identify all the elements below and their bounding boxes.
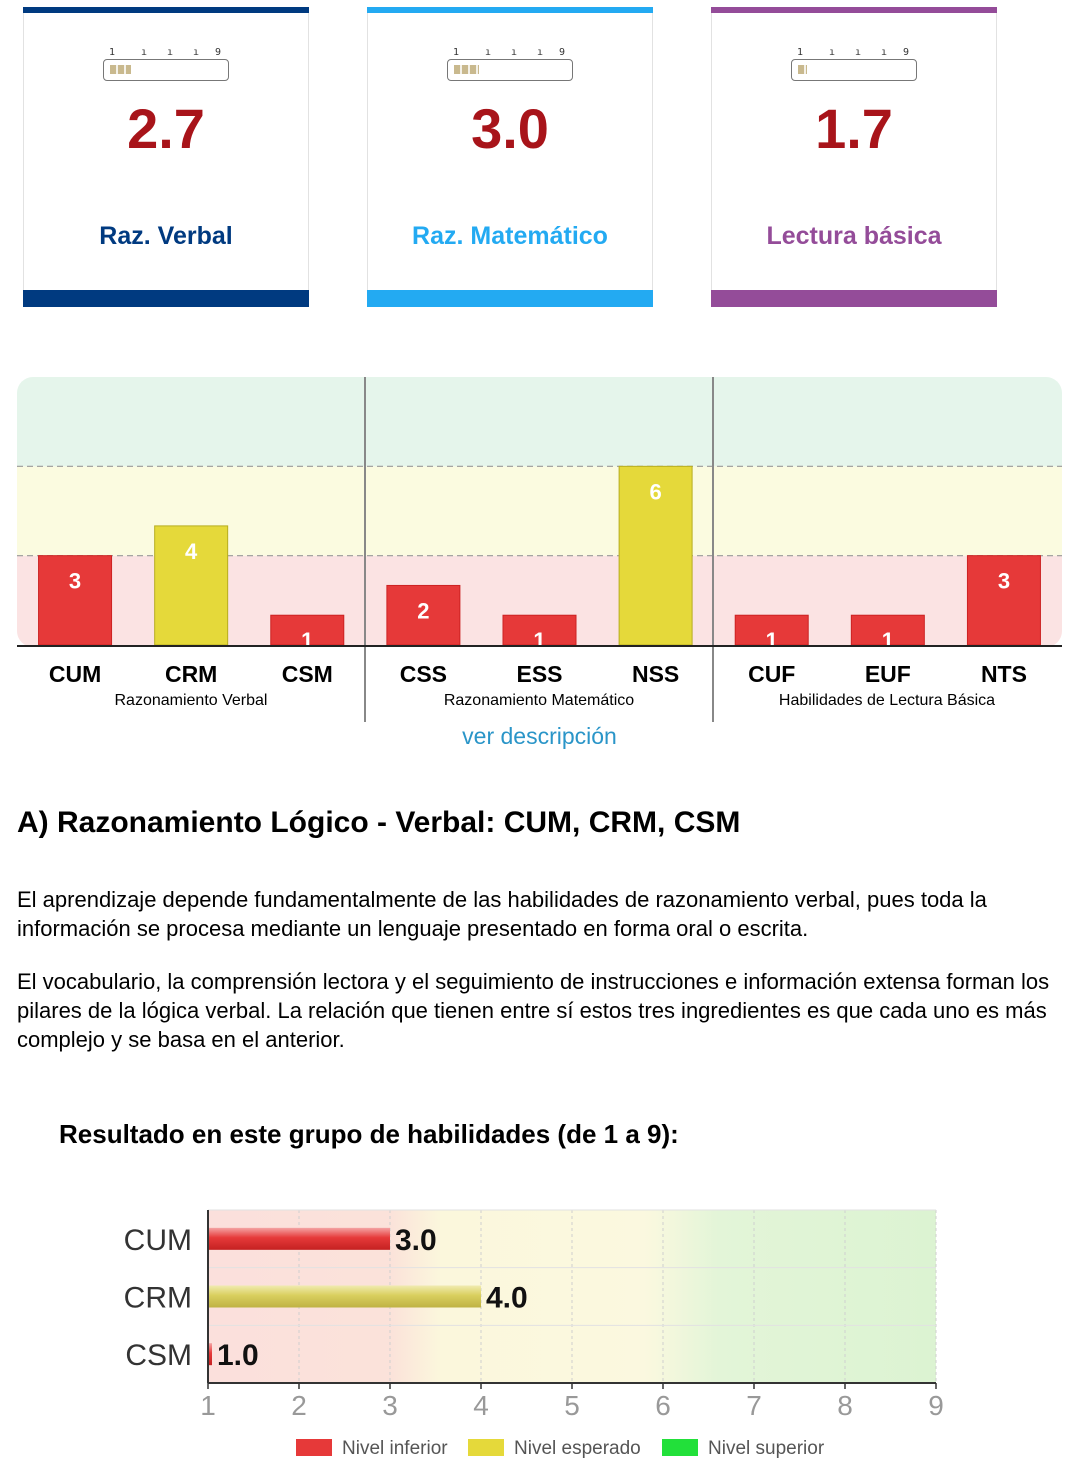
x-tick-label: CSS xyxy=(399,661,448,687)
hbar-x-tick-label: 5 xyxy=(564,1390,580,1420)
gauge-tick: ı xyxy=(141,47,148,58)
x-tick-label: CRM xyxy=(164,661,218,687)
card-top-bar xyxy=(367,7,653,13)
legend-swatch-esperado xyxy=(468,1439,504,1456)
gauge-fill xyxy=(798,65,807,74)
x-tick-label: CSM xyxy=(281,661,333,687)
result-chart-title: Resultado en este grupo de habilidades (de 1 a 9): xyxy=(59,1119,679,1149)
hbar-x-tick-label: 6 xyxy=(655,1390,671,1420)
gauge-tick: ı xyxy=(855,47,862,58)
bar-value-label: 2 xyxy=(417,598,430,624)
legend-item-inferior xyxy=(296,1436,448,1462)
hbar-x-tick-label: 2 xyxy=(291,1390,307,1420)
gauge-max-label: 9 xyxy=(903,47,910,58)
gauge-tick: ı xyxy=(193,47,200,58)
hbar-x-tick-label: 7 xyxy=(746,1390,762,1420)
score-card-2 xyxy=(367,7,653,307)
gauge-tick: ı xyxy=(511,47,518,58)
x-tick-label: CUM xyxy=(48,661,102,687)
score-value: 3.0 xyxy=(471,97,549,160)
gauge-min-label: 1 xyxy=(109,47,116,58)
card-top-bar xyxy=(23,7,309,13)
legend-label-inferior: Nivel inferior xyxy=(342,1438,448,1459)
gauge-tick: ı xyxy=(167,47,174,58)
score-card-3 xyxy=(711,7,997,307)
subtest-bar-chart xyxy=(17,377,1062,747)
card-bottom-bar xyxy=(23,290,309,307)
score-label: Raz. Matemático xyxy=(412,222,608,250)
gauge-tick: ı xyxy=(537,47,544,58)
score-label: Raz. Verbal xyxy=(99,222,233,250)
group-label: Razonamiento Matemático xyxy=(443,692,635,709)
card-bottom-bar xyxy=(367,290,653,307)
legend-label-superior: Nivel superior xyxy=(708,1438,825,1459)
hbar-x-tick-label: 3 xyxy=(382,1390,398,1420)
score-card-1 xyxy=(23,7,309,307)
score-gauge xyxy=(447,47,573,83)
bar-value-label: 3 xyxy=(68,568,82,594)
hbar-x-tick-label: 4 xyxy=(473,1390,489,1420)
hbar-category-label: CRM xyxy=(123,1281,192,1315)
gauge-fill xyxy=(110,65,131,74)
legend-item-superior xyxy=(662,1436,824,1462)
gauge-tick: ı xyxy=(881,47,888,58)
group-label: Razonamiento Verbal xyxy=(114,692,268,709)
card-top-bar xyxy=(711,7,997,13)
legend-label-esperado: Nivel esperado xyxy=(514,1438,641,1459)
gauge-fill xyxy=(454,65,479,74)
bar-value-label: 1 xyxy=(533,628,546,654)
bar-value-label: 1 xyxy=(881,628,894,654)
legend-swatch-inferior xyxy=(296,1439,332,1456)
gauge-min-label: 1 xyxy=(797,47,804,58)
hbar-CUM xyxy=(208,1228,390,1250)
gauge-max-label: 9 xyxy=(559,47,566,58)
hbar-x-tick-label: 8 xyxy=(837,1390,853,1420)
gauge-track xyxy=(791,59,917,81)
card-bottom-bar xyxy=(711,290,997,307)
score-label: Lectura básica xyxy=(766,222,942,250)
hbar-x-tick-label: 9 xyxy=(928,1390,944,1420)
bar-value-label: 1 xyxy=(301,628,314,654)
x-tick-label: NSS xyxy=(631,661,680,687)
section-paragraph-2: El vocabulario, la comprensión lectora y el seguimiento de instrucciones e información extensa forman los pilares de la lógica verbal. La relación que tienen entre sí estos tres ingredientes es que cada uno es más complejo y se basa en el anterior. xyxy=(17,969,1050,1052)
score-value: 1.7 xyxy=(815,97,893,160)
x-tick-label: NTS xyxy=(980,661,1027,687)
hbar-value-label: 1.0 xyxy=(217,1339,259,1373)
gauge-track xyxy=(103,59,229,81)
gauge-tick: ı xyxy=(829,47,836,58)
x-tick-label: EUF xyxy=(864,661,911,687)
legend-swatch-superior xyxy=(662,1439,698,1456)
x-tick-label: ESS xyxy=(516,661,563,687)
hbar-x-tick-label: 1 xyxy=(200,1390,216,1420)
hbar-value-label: 4.0 xyxy=(486,1281,528,1315)
legend-item-esperado xyxy=(468,1436,641,1462)
hbar-CRM xyxy=(208,1286,481,1308)
section-paragraph-1: El aprendizaje depende fundamentalmente de las habilidades de razonamiento verbal, pues toda la información se procesa mediante un lenguaje presentado en forma oral o escrita. xyxy=(17,887,987,941)
gauge-max-label: 9 xyxy=(215,47,222,58)
bar-value-label: 6 xyxy=(649,479,662,505)
hbar-category-label: CUM xyxy=(123,1223,192,1257)
gauge-min-label: 1 xyxy=(453,47,460,58)
gauge-tick: ı xyxy=(485,47,492,58)
bar-value-label: 4 xyxy=(185,538,198,564)
gauge-track xyxy=(447,59,573,81)
hbar-category-label: CSM xyxy=(125,1339,192,1373)
ver-descripcion-link[interactable]: ver descripción xyxy=(462,723,617,749)
x-tick-label: CUF xyxy=(748,661,796,687)
bar-value-label: 3 xyxy=(997,568,1011,594)
score-value: 2.7 xyxy=(127,97,205,160)
group-label: Habilidades de Lectura Básica xyxy=(778,692,996,709)
result-chart-canvas xyxy=(100,1205,960,1420)
bar-value-label: 1 xyxy=(765,628,778,654)
hbar-value-label: 3.0 xyxy=(395,1223,437,1257)
chart-band-2 xyxy=(17,377,1062,466)
section-heading: A) Razonamiento Lógico - Verbal: CUM, CRM, CSM xyxy=(17,806,741,839)
score-gauge xyxy=(791,47,917,83)
score-gauge xyxy=(103,47,229,83)
